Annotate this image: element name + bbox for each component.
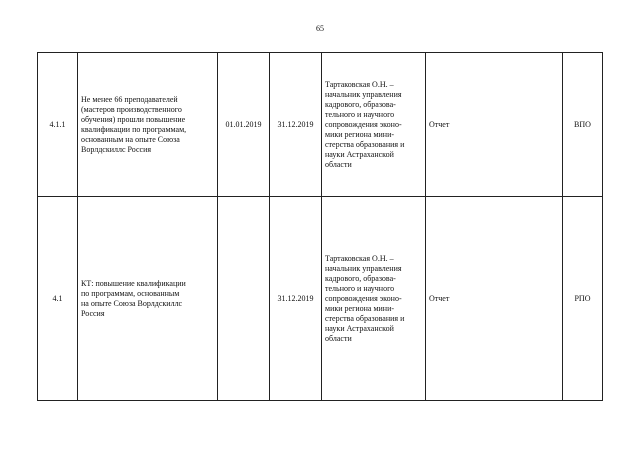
row-number-cell: 4.1.1	[38, 53, 78, 197]
level-cell: ВПО	[563, 53, 603, 197]
description-cell: КТ: повышение квалификации по программам, основанным на опыте Союза Ворлдскиллс Россия	[78, 197, 218, 401]
document-type-cell: Отчет	[426, 53, 563, 197]
start-date-cell	[218, 197, 270, 401]
table-row	[38, 197, 603, 401]
responsible-cell: Тартаковская О.Н. – начальник управления кадрового, образова- тельного и научного сопровождения эконо- мики региона мини- стерства образования и науки Астраханской области	[322, 197, 426, 401]
responsible-cell: Тартаковская О.Н. – начальник управления кадрового, образова- тельного и научного сопровождения эконо- мики региона мини- стерства образования и науки Астраханской области	[322, 53, 426, 197]
plan-table	[37, 52, 603, 401]
start-date-cell: 01.01.2019	[218, 53, 270, 197]
row-number-cell: 4.1	[38, 197, 78, 401]
end-date-cell: 31.12.2019	[270, 53, 322, 197]
end-date-cell: 31.12.2019	[270, 197, 322, 401]
table-row	[38, 53, 603, 197]
document-type-cell: Отчет	[426, 197, 563, 401]
description-cell: Не менее 66 преподавателей (мастеров производственного обучения) прошли повышение квалификации по программам, основанным на опыте Союза Ворлдскиллс Россия	[78, 53, 218, 197]
level-cell: РПО	[563, 197, 603, 401]
page-number: 65	[316, 24, 324, 33]
